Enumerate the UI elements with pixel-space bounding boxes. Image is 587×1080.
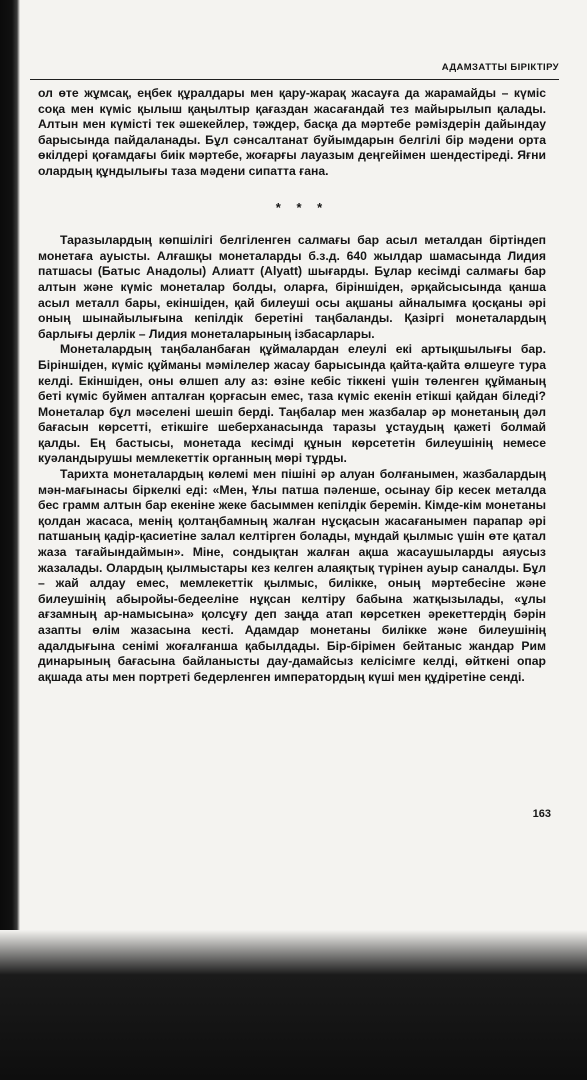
running-header: АДАМЗАТТЫ БІРІКТІРУ [441,62,559,73]
paragraph-coins-origin: Таразылардың көпшілігі белгіленген салмағы бар асыл металдан біртіндеп монетаға ауысты. Алғашқы монеталарды б.з.д. 640 жылдар шамасында Лидия патшасы (Батыс Анадолы) Алиатт (Alyatt) шығарды. Бұлар кесімді салмағы бар алтын және күміс монеталар болды, оларға, біріншіден, әрқайсысында қанша асыл металл бары, екіншіден, қай билеуші осы ақшаны айналымға қосқаны әрі оның шынайылығына кепілдік беретіні таңбаланды. Қазіргі монеталардың барлығы дерлік – Лидия монеталарының ізбасарлары. [38,233,546,341]
paragraph-coin-advantages: Монеталардың таңбаланбаған құймалардан елеулі екі артықшылығы бар. Біріншіден, күміс құйманы мәмілелер жасау барысында қайта-қайта өлшеуге тура келді. Екіншіден, оны өлшеп алу аз: өзіне кебіс тіккені үшін төленген құйманың беті күміс буймен апталған қорғасын емес, таза күміс екенін етікші қайдан біледі? Монеталар бұл мәселені шешіп берді. Таңбалар мен жазбалар әр монетаның дәл бағасын көрсетті, етікшіге шеберханасында таразы ұстаудың қажеті болмай қалды. Ең бастысы, монетада кесімді құнын көрсететін билеушінің немесе куәландырушы мемлекеттік органның мөрі тұрды. [38,342,546,466]
header-divider [30,79,559,80]
page-body [38,86,546,685]
paragraph-continued: ол өте жұмсақ, еңбек құралдары мен қару-жарақ жасауға да жарамайды – күміс соқа мен күміс қылыш қаңылтыр қағаздан жасағандай тез майырылып қалады. Алтын мен күмісті тек әшекейлер, тәждер, басқа да мәртебе рәміздерін дайындау барысында пайдаланады. Бұл сәнсалтанат буйымдарын белгілі бір мәдени орта өкілдері қоғамдағы биік мәртебе, жоғарғы лауазым деңгейімен шендестіреді. Яғни олардың құндылығы таза мәдени сипатта ғана. [38,86,546,178]
page-number: 163 [532,808,551,820]
scan-dark-margin [0,930,587,1080]
paragraph-coin-inscriptions: Тарихта монеталардың көлемі мен пішіні әр алуан болғанымен, жазбалардың мән-мағынасы біркелкі еді: «Мен, Ұлы патша пәленше, осынау бір кесек металда бес грамм алтын бар екеніне жеке басыммен кепілдік беремін. Кімде-кім монетаны қолдан жасаса, менің қолтаңбамның жалған нұсқасын жасағанымен парапар әрі патшаның қадір-қасиетіне залал келтірген болады, мұндай қылмыс үшін өте қатал жаза тағайындаймын». Міне, сондықтан жалған ақша жасаушыларды аяусыз жазалады. Олардың қылмыстары кез келген алаяқтық түрінен ауыр саналды. Бұл – жай алдау емес, мемлекеттік қылмыс, билікке, оның мәртебесіне және билеушінің абыройы-бедееліне нұқсан келтіру бабына жатқызылады, «ұлы ағзамның ар-намысына» қолсұғу деп заңда атап көрсеткен әрекеттердің бәрін азапты өлім жазасына кесті. Адамдар монетаны билікке және билеушінің адалдығына сенімі жоғалғанша қабылдады. Бір-бірімен бейтаныс жандар Рим динарының бағасына байланысты дау-дамайсыз келісімге келді, өйткені опар ақшада аты мен портреті бедерленген императордың күші мен құдіретіне сенді. [38,467,546,684]
section-separator: * * * [275,199,329,215]
book-spine-shadow [0,0,20,1080]
